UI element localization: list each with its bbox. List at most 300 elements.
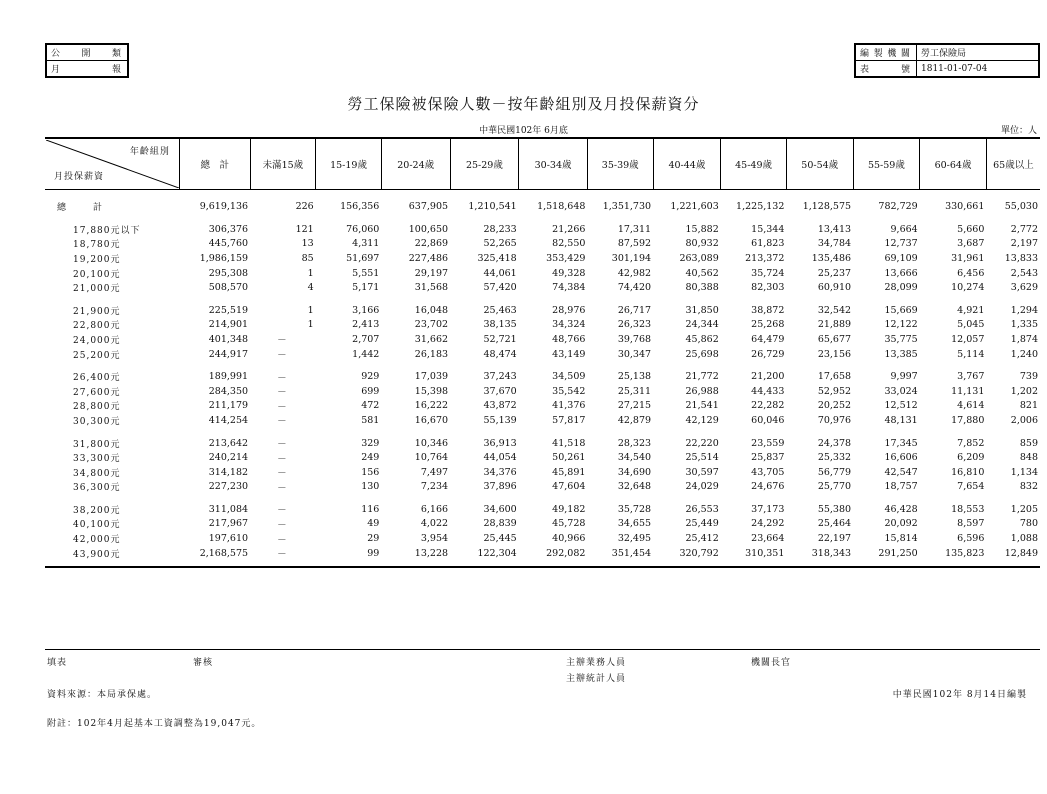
- cell-value: 13,228: [381, 546, 450, 568]
- cell-value: 16,670: [414, 414, 449, 426]
- cell-value: 60,910: [817, 282, 852, 294]
- cell-value: 135,486: [811, 252, 852, 264]
- cell-value: 44,061: [483, 267, 517, 279]
- cell-value: 42,547: [884, 466, 918, 478]
- col-header: 15-19歲: [316, 138, 382, 190]
- diagonal-header: [45, 138, 179, 190]
- row-label: 21,000元: [73, 284, 121, 295]
- col-header: 45-49歲: [721, 138, 787, 190]
- col-header: 50-54歲: [786, 138, 853, 190]
- cell-value: 74,420: [617, 282, 652, 294]
- cell-value: 64,479: [751, 333, 785, 345]
- row-label: 26,400元: [73, 373, 121, 384]
- cell-value: 9,664: [890, 223, 918, 235]
- cell-value: 28,976: [552, 304, 586, 316]
- cell-value: 87,592: [617, 238, 652, 250]
- classification-box: [45, 43, 129, 78]
- table-row: [45, 480, 1040, 495]
- row-label: 19,200元: [73, 254, 121, 265]
- cell-value: 414,254: [208, 414, 249, 426]
- cell-value: 5,114: [957, 348, 985, 360]
- cell-value: 2,413: [352, 319, 380, 331]
- cell-value: 1,205: [1010, 503, 1038, 515]
- cell-value: 15,344: [751, 223, 785, 235]
- cell-value: 20,252: [817, 400, 852, 412]
- cell-value: 7,234: [420, 481, 449, 493]
- table-row: [45, 266, 1040, 281]
- cell-value: 27,215: [617, 400, 652, 412]
- cell-value: 353,429: [546, 252, 586, 264]
- cell-value: 135,823: [920, 546, 987, 568]
- cell-value: 1,442: [352, 348, 380, 360]
- row-label: 36,300元: [73, 483, 121, 494]
- cell-value: 10,274: [951, 282, 985, 294]
- cell-value: 5,171: [352, 282, 380, 294]
- cell-value: －: [250, 546, 316, 568]
- report-type-label: 月報: [47, 61, 128, 77]
- cell-value: 3,954: [420, 533, 449, 545]
- cell-value: 34,376: [483, 466, 517, 478]
- cell-value: 782,729: [878, 200, 918, 212]
- cell-value: 34,690: [617, 466, 652, 478]
- cell-value: 156: [361, 466, 380, 478]
- cell-value: 739: [1019, 371, 1038, 383]
- cell-value: 44,054: [483, 452, 517, 464]
- cell-value: 80,932: [685, 238, 719, 250]
- cell-value: 31,850: [685, 304, 719, 316]
- cell-value: 35,775: [884, 333, 918, 345]
- cell-value: 1: [307, 267, 314, 279]
- cell-value: 32,495: [617, 533, 652, 545]
- col-header: 20-24歲: [381, 138, 450, 190]
- cell-value: 5,551: [352, 267, 380, 279]
- cell-value: 11,131: [951, 385, 985, 397]
- cell-value: 1,088: [1010, 533, 1038, 545]
- cell-value: 29,197: [414, 267, 449, 279]
- form-no-value: 1811-01-07-04: [917, 61, 1039, 77]
- row-label: 21,900元: [73, 306, 121, 317]
- cell-value: 1,874: [1010, 333, 1038, 345]
- cell-value: 310,351: [721, 546, 787, 568]
- cell-value: 13,833: [1004, 252, 1038, 264]
- cell-value: 311,084: [208, 503, 249, 515]
- cell-value: 3,767: [957, 371, 985, 383]
- cell-value: 225,519: [208, 304, 249, 316]
- row-label: 總 計: [57, 202, 103, 213]
- cell-value: 1,518,648: [537, 200, 586, 212]
- table-row: [45, 237, 1040, 252]
- cell-value: 21,772: [685, 371, 719, 383]
- agency-value: 勞工保險局: [917, 45, 1039, 61]
- cell-value: 18,757: [884, 481, 918, 493]
- footnote: 附註：102年4月起基本工資調整為19,047元。: [47, 719, 262, 729]
- row-label: 31,800元: [73, 439, 121, 450]
- cell-value: 44,433: [751, 385, 785, 397]
- cell-value: 18,553: [951, 503, 985, 515]
- cell-value: 318,343: [786, 546, 853, 568]
- cell-value: 929: [361, 371, 380, 383]
- cell-value: 325,418: [477, 252, 517, 264]
- cell-value: 17,880: [951, 414, 985, 426]
- cell-value: 213,642: [208, 437, 249, 449]
- cell-value: 1,986,159: [199, 252, 249, 264]
- cell-value: 85: [301, 252, 314, 264]
- cell-value: －: [277, 335, 287, 347]
- cell-value: 26,553: [685, 503, 719, 515]
- cell-value: 16,810: [951, 466, 985, 478]
- cell-value: 57,817: [552, 414, 586, 426]
- cell-value: 31,662: [414, 333, 449, 345]
- row-label: 40,100元: [73, 520, 121, 531]
- cell-value: 15,398: [414, 385, 449, 397]
- cell-value: 51,697: [346, 252, 380, 264]
- cell-value: 82,550: [552, 238, 586, 250]
- col-header: 25-29歲: [450, 138, 519, 190]
- cell-value: 284,350: [208, 385, 249, 397]
- cell-value: 1,210,541: [468, 200, 517, 212]
- cell-value: 48,131: [884, 414, 918, 426]
- row-label: 25,200元: [73, 350, 121, 361]
- cell-value: 26,183: [414, 348, 449, 360]
- cell-value: 37,896: [483, 481, 517, 493]
- cell-value: 45,862: [685, 333, 719, 345]
- cell-value: 25,237: [817, 267, 852, 279]
- cell-value: 6,209: [957, 452, 985, 464]
- cell-value: 12,512: [884, 400, 918, 412]
- cell-value: 30,347: [617, 348, 652, 360]
- cell-value: 1,134: [1010, 466, 1038, 478]
- cell-value: 30,597: [685, 466, 719, 478]
- cell-value: 35,542: [552, 385, 586, 397]
- cell-value: 22,282: [751, 400, 785, 412]
- row-label: 17,880元以下: [73, 225, 141, 236]
- cell-value: 40,966: [552, 533, 586, 545]
- cell-value: 32,648: [617, 481, 652, 493]
- cell-value: 23,702: [414, 319, 449, 331]
- cell-value: 9,619,136: [199, 200, 249, 212]
- cell-value: 26,323: [617, 319, 652, 331]
- agency-head-label: 機關長官: [751, 658, 792, 668]
- cell-value: 2,197: [1010, 238, 1038, 250]
- cell-value: 3,629: [1010, 282, 1038, 294]
- business-officer-label: 主辦業務人員: [566, 658, 627, 668]
- cell-value: 24,029: [685, 481, 719, 493]
- cell-value: 37,173: [751, 503, 785, 515]
- cell-value: 99: [316, 546, 382, 568]
- cell-value: 43,705: [751, 466, 785, 478]
- cell-value: 217,967: [208, 518, 249, 530]
- cell-value: 1,128,575: [802, 200, 852, 212]
- table-row: [45, 347, 1040, 362]
- cell-value: 122,304: [450, 546, 519, 568]
- cell-value: 1,225,132: [736, 200, 785, 212]
- cell-value: 13,666: [884, 267, 918, 279]
- cell-value: 47,604: [552, 481, 586, 493]
- table-row: [45, 332, 1040, 347]
- row-label: 42,000元: [73, 535, 121, 546]
- public-class-label: 公開類: [47, 45, 128, 61]
- col-header: 35-39歲: [587, 138, 653, 190]
- col-header-total: 總 計: [179, 138, 250, 190]
- footer-divider: [45, 649, 1040, 650]
- cell-value: 156,356: [340, 200, 380, 212]
- row-label: 43,900元: [45, 546, 179, 568]
- cell-value: －: [277, 372, 287, 384]
- cell-value: 249: [361, 452, 380, 464]
- cell-value: 699: [361, 385, 380, 397]
- table-row: [45, 318, 1040, 333]
- cell-value: －: [277, 453, 287, 465]
- table-row: [45, 303, 1040, 318]
- cell-value: －: [277, 350, 287, 362]
- cell-value: 25,464: [817, 518, 852, 530]
- cell-value: 25,463: [483, 304, 517, 316]
- cell-value: 295,308: [208, 267, 249, 279]
- cell-value: 329: [361, 437, 380, 449]
- cell-value: 28,323: [617, 437, 652, 449]
- table-row: [45, 190, 1040, 223]
- cell-value: 445,760: [208, 238, 249, 250]
- cell-value: 48,474: [483, 348, 517, 360]
- cell-value: 4: [307, 282, 314, 294]
- cell-value: 859: [1019, 437, 1038, 449]
- row-label: 34,800元: [73, 468, 121, 479]
- cell-value: 12,849: [986, 546, 1040, 568]
- cell-value: 31,568: [414, 282, 449, 294]
- cell-value: 1,240: [1010, 348, 1038, 360]
- table-body: [45, 190, 1040, 568]
- table-row: [45, 531, 1040, 546]
- cell-value: 52,721: [483, 333, 517, 345]
- col-header: 40-44歲: [653, 138, 721, 190]
- row-label: 38,200元: [73, 505, 121, 516]
- row-label: 27,600元: [73, 387, 121, 398]
- cell-value: 1: [307, 319, 314, 331]
- form-no-label: 表號: [856, 61, 917, 77]
- cell-value: 41,376: [552, 400, 586, 412]
- cell-value: 24,344: [685, 319, 719, 331]
- cell-value: －: [277, 387, 287, 399]
- cell-value: 34,509: [552, 371, 586, 383]
- cell-value: 15,882: [685, 223, 719, 235]
- col-header: 55-59歲: [853, 138, 920, 190]
- cell-value: 821: [1019, 400, 1038, 412]
- cell-value: 780: [1019, 518, 1038, 530]
- cell-value: 29: [367, 533, 380, 545]
- cell-value: 45,728: [552, 518, 586, 530]
- cell-value: 227,486: [408, 252, 449, 264]
- cell-value: 37,243: [483, 371, 517, 383]
- cell-value: 301,194: [611, 252, 652, 264]
- cell-value: 1,351,730: [602, 200, 652, 212]
- cell-value: 1: [307, 304, 314, 316]
- cell-value: 637,905: [408, 200, 449, 212]
- cell-value: 3,687: [957, 238, 985, 250]
- cell-value: 41,518: [552, 437, 586, 449]
- cell-value: 25,138: [617, 371, 652, 383]
- table-row: [45, 413, 1040, 428]
- cell-value: 22,220: [685, 437, 719, 449]
- cell-value: 7,497: [420, 466, 449, 478]
- review-label: 審核: [193, 658, 214, 668]
- cell-value: 17,658: [817, 371, 852, 383]
- table-row: [45, 369, 1040, 384]
- cell-value: 320,792: [653, 546, 721, 568]
- cell-value: 2,707: [352, 333, 380, 345]
- cell-value: 65,677: [817, 333, 852, 345]
- cell-value: 23,559: [751, 437, 785, 449]
- cell-value: 12,737: [884, 238, 918, 250]
- table-row: [45, 399, 1040, 414]
- salary-header: 月投保薪資: [54, 172, 105, 182]
- cell-value: 100,650: [408, 223, 449, 235]
- cell-value: 292,082: [519, 546, 588, 568]
- table-row: [45, 502, 1040, 517]
- table-row: [45, 546, 1040, 568]
- cell-value: 197,610: [208, 533, 249, 545]
- header-row: [45, 138, 1040, 190]
- report-period: 中華民國102年 6月底: [479, 126, 568, 136]
- cell-value: 52,952: [817, 385, 852, 397]
- row-label: 18,780元: [73, 240, 121, 251]
- cell-value: －: [277, 505, 287, 517]
- cell-value: 263,089: [679, 252, 719, 264]
- cell-value: 7,852: [957, 437, 985, 449]
- cell-value: －: [277, 534, 287, 546]
- cell-value: 40,562: [685, 267, 719, 279]
- cell-value: 20,092: [884, 518, 918, 530]
- cell-value: 36,913: [483, 437, 517, 449]
- fill-label: 填表: [47, 658, 68, 668]
- cell-value: 8,597: [957, 518, 985, 530]
- cell-value: 1,221,603: [670, 200, 719, 212]
- cell-value: 28,099: [884, 282, 918, 294]
- cell-value: 10,764: [414, 452, 449, 464]
- cell-value: 42,982: [617, 267, 652, 279]
- cell-value: 45,891: [552, 466, 586, 478]
- cell-value: 13,385: [884, 348, 918, 360]
- cell-value: 28,233: [483, 223, 517, 235]
- cell-value: 35,728: [617, 503, 652, 515]
- cell-value: 1,335: [1010, 319, 1038, 331]
- cell-value: 32,542: [817, 304, 852, 316]
- cell-value: 22,869: [414, 238, 449, 250]
- cell-value: 35,724: [751, 267, 785, 279]
- cell-value: 2,168,575: [179, 546, 250, 568]
- cell-value: 4,311: [352, 238, 380, 250]
- cell-value: －: [277, 482, 287, 494]
- cell-value: 226: [295, 200, 314, 212]
- cell-value: 25,445: [483, 533, 517, 545]
- cell-value: 26,729: [751, 348, 785, 360]
- cell-value: 25,268: [751, 319, 785, 331]
- cell-value: 213,372: [745, 252, 785, 264]
- cell-value: 82,303: [751, 282, 785, 294]
- cell-value: 15,669: [884, 304, 918, 316]
- data-table: [45, 137, 1040, 568]
- cell-value: 4,921: [957, 304, 985, 316]
- cell-value: 31,961: [951, 252, 985, 264]
- group-spacer: [45, 494, 1040, 502]
- cell-value: 61,823: [751, 238, 785, 250]
- col-header: 65歲以上: [986, 138, 1040, 190]
- col-header: 未滿15歲: [250, 138, 316, 190]
- age-group-header: 年齡組別: [129, 147, 170, 157]
- cell-value: 25,698: [685, 348, 719, 360]
- cell-value: 33,024: [884, 385, 918, 397]
- cell-value: 26,717: [617, 304, 652, 316]
- cell-value: 22,197: [817, 533, 852, 545]
- cell-value: 15,814: [884, 533, 918, 545]
- cell-value: 49: [367, 518, 380, 530]
- row-label: 20,100元: [73, 269, 121, 280]
- table-row: [45, 465, 1040, 480]
- cell-value: 4,022: [420, 518, 449, 530]
- cell-value: 49,328: [552, 267, 586, 279]
- cell-value: 5,045: [957, 319, 985, 331]
- cell-value: 24,676: [751, 481, 785, 493]
- cell-value: 38,872: [751, 304, 785, 316]
- cell-value: 25,412: [685, 533, 719, 545]
- cell-value: 12,057: [951, 333, 985, 345]
- col-header: 30-34歲: [519, 138, 588, 190]
- cell-value: 244,917: [208, 348, 249, 360]
- cell-value: 401,348: [208, 333, 249, 345]
- cell-value: 13,413: [817, 223, 852, 235]
- cell-value: 43,872: [483, 400, 517, 412]
- cell-value: 16,606: [884, 452, 918, 464]
- cell-value: 121: [295, 223, 314, 235]
- cell-value: 13: [301, 238, 314, 250]
- cell-value: 34,324: [552, 319, 586, 331]
- cell-value: －: [277, 401, 287, 413]
- table-row: [45, 450, 1040, 465]
- cell-value: 4,614: [957, 400, 985, 412]
- cell-value: 21,889: [817, 319, 852, 331]
- cell-value: 60,046: [751, 414, 785, 426]
- cell-value: 24,378: [817, 437, 852, 449]
- cell-value: 227,230: [208, 481, 249, 493]
- cell-value: 2,006: [1010, 414, 1038, 426]
- cell-value: 49,182: [552, 503, 586, 515]
- cell-value: 23,156: [817, 348, 852, 360]
- cell-value: 25,837: [751, 452, 785, 464]
- cell-value: 211,179: [208, 400, 249, 412]
- cell-value: 34,600: [483, 503, 517, 515]
- agency-box: [854, 43, 1040, 78]
- cell-value: 472: [361, 400, 380, 412]
- cell-value: 55,139: [483, 414, 517, 426]
- cell-value: 351,454: [587, 546, 653, 568]
- cell-value: 5,660: [957, 223, 985, 235]
- row-label: 33,300元: [73, 454, 121, 465]
- cell-value: 9,997: [890, 371, 918, 383]
- cell-value: 57,420: [483, 282, 517, 294]
- cell-value: 16,222: [414, 400, 449, 412]
- group-spacer: [45, 295, 1040, 303]
- cell-value: 6,596: [957, 533, 985, 545]
- cell-value: 508,570: [208, 282, 249, 294]
- report-title: 勞工保險被保險人數－按年齡組別及月投保薪資分: [347, 95, 700, 113]
- cell-value: 39,768: [617, 333, 652, 345]
- cell-value: 55,380: [817, 503, 852, 515]
- cell-value: －: [277, 439, 287, 451]
- table-row: [45, 251, 1040, 266]
- statistics-officer-label: 主辦統計人員: [566, 674, 627, 684]
- cell-value: 6,166: [420, 503, 449, 515]
- cell-value: 24,292: [751, 518, 785, 530]
- cell-value: －: [277, 416, 287, 428]
